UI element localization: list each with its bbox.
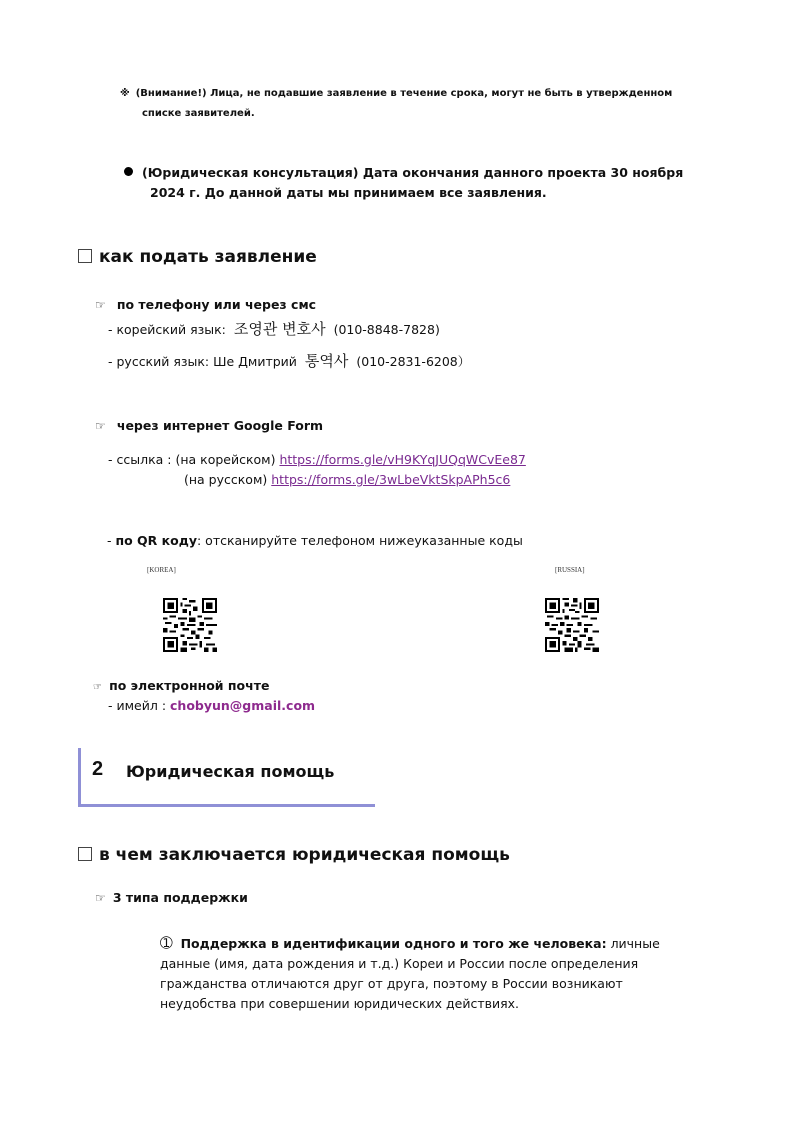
google-form-link-korean[interactable]: https://forms.gle/vH9KYqJUQqWCvEe87	[279, 452, 526, 467]
link-label: - ссылка : (на корейском)	[108, 452, 276, 467]
korean-phone-number[interactable]: (010-8848-7828)	[333, 322, 440, 337]
email-address-link[interactable]: chobyun@gmail.com	[170, 698, 316, 713]
support-item-1-text-2: данные (имя, дата рождения и т.д.) Кореи и России после определения	[160, 956, 639, 971]
pointing-hand-icon: ☞	[95, 891, 106, 905]
phone-method	[95, 294, 316, 313]
email-heading: по электронной почте	[109, 678, 270, 693]
phone-russian-line	[108, 350, 470, 371]
consultation-bullet	[124, 163, 724, 203]
pointing-hand-icon: ☞	[95, 419, 106, 433]
qr-prefix: -	[107, 533, 116, 548]
qr-code-russia[interactable]	[545, 598, 599, 652]
link-russian-label: (на русском)	[184, 472, 268, 487]
phone-heading: по телефону или через смс	[116, 297, 317, 312]
support-item-1-text-1: личные	[610, 936, 660, 951]
russian-phone-number[interactable]: (010-2831-6208）	[356, 354, 471, 369]
qr-heading: по QR коду	[115, 533, 197, 548]
russian-language-label: - русский язык: Ше Дмитрий	[108, 354, 297, 369]
korean-contact-name: 조영관 변호사	[233, 320, 326, 338]
link-korean-line	[108, 452, 526, 467]
qr-text: : отсканируйте телефоном нижеуказанные коды	[196, 533, 523, 548]
email-label: - имейл :	[108, 698, 167, 713]
checkbox-square-icon	[78, 847, 92, 861]
qr-label-korea: [KOREA]	[147, 566, 176, 574]
circled-number-icon: ➀	[160, 934, 173, 952]
email-line	[108, 698, 315, 713]
how-to-apply-heading	[78, 247, 317, 267]
pointing-hand-icon: ☞	[95, 298, 106, 312]
google-form-link-russian[interactable]: https://forms.gle/3wLbeVktSkpAPh5c6	[271, 472, 511, 487]
reference-mark: ※	[120, 88, 130, 99]
legal-help-heading	[78, 845, 510, 865]
email-method	[93, 675, 269, 694]
qr-label-russia: [RUSSIA]	[555, 566, 585, 574]
notice-line-1: (Внимание!) Лица, не подавшие заявление в течение срока, могут не быть в утвержденном	[135, 88, 673, 99]
consultation-line-1: (Юридическая консультация) Дата окончания данного проекта 30 ноября	[142, 165, 684, 180]
support-types	[95, 887, 248, 906]
section-2-number: 2	[92, 758, 104, 780]
qr-code-korea[interactable]	[163, 598, 217, 652]
legal-help-title: в чем заключается юридическая помощь	[99, 845, 510, 865]
support-item-1-heading: Поддержка в идентификации одного и того же человека:	[180, 936, 607, 951]
qr-method	[107, 533, 523, 548]
link-russian-line	[184, 472, 510, 487]
pointing-hand-icon: ☞	[93, 682, 102, 693]
consultation-line-2: 2024 г. До данной даты мы принимаем все заявления.	[150, 185, 547, 200]
internet-method	[95, 415, 323, 434]
how-to-apply-title: как подать заявление	[99, 247, 317, 267]
notice	[120, 84, 730, 124]
internet-heading: через интернет Google Form	[116, 418, 324, 433]
support-item-1-text-4: неудобства при совершении юридических действиях.	[160, 996, 519, 1011]
phone-korean-line	[108, 318, 440, 339]
bullet-dot-icon	[124, 167, 133, 176]
notice-line-2: списке заявителей.	[142, 108, 255, 119]
checkbox-square-icon	[78, 249, 92, 263]
section-2-title: Юридическая помощь	[126, 762, 335, 781]
korean-language-label: - корейский язык:	[108, 322, 226, 337]
support-item-1-text-3: гражданства отличаются друг от друга, поэтому в России возникают	[160, 976, 623, 991]
russian-contact-title: 통역사	[304, 352, 349, 370]
support-item-1	[160, 933, 715, 1014]
support-types-heading: 3 типа поддержки	[112, 890, 248, 905]
